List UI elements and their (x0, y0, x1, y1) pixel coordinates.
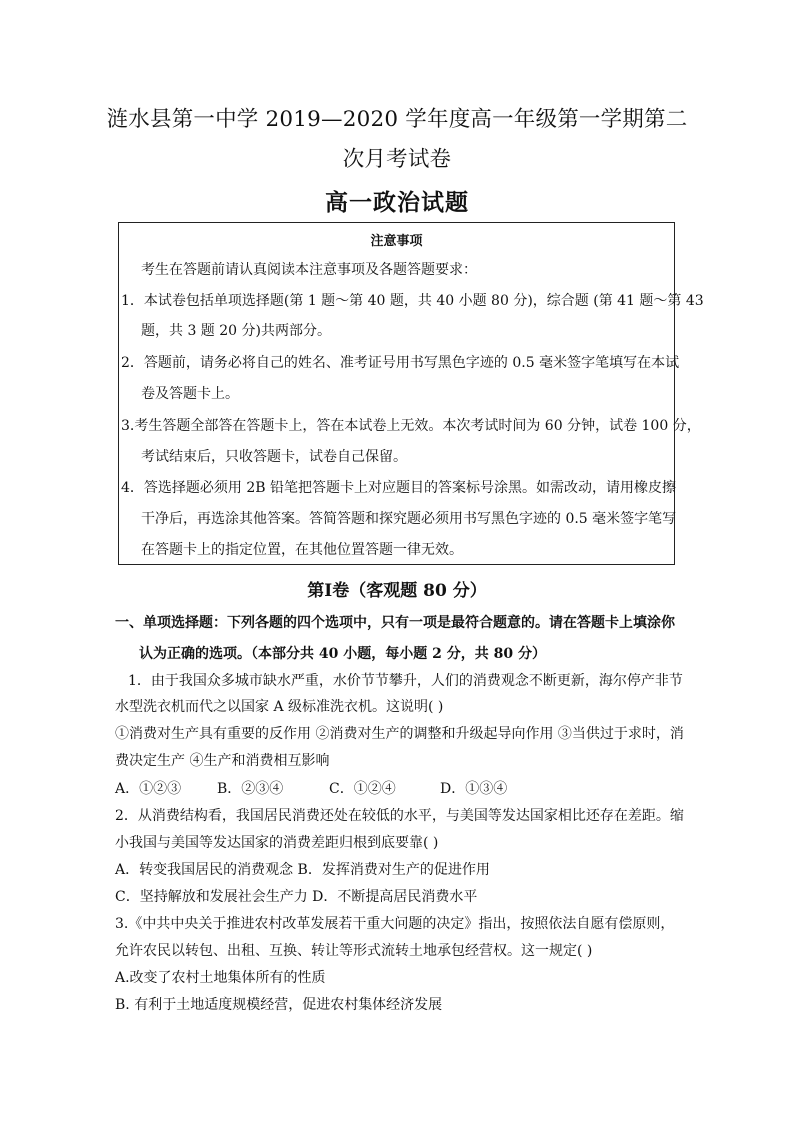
notice-line: 4．答选择题必须用 2B 铅笔把答题卡上对应题目的答案标号涂黑。如需改动，请用橡皮擦 (121, 480, 677, 496)
question-stem: 水型洗衣机而代之以国家 A 级标准洗衣机。这说明( ) (115, 699, 444, 715)
question-stem: 2．从消费结构看，我国居民消费还处在较低的水平，与美国等发达国家相比还存在差距。缩 (115, 808, 684, 824)
option-c: C．①②④ (329, 781, 396, 797)
notice-line: 2．答题前，请务必将自己的姓名、准考证号用书写黑色字迹的 0.5 毫米签字笔填写在本试 (121, 355, 680, 371)
notice-line: 干净后，再选涂其他答案。答简答题和探究题必须用书写黑色字迹的 0.5 毫米签字笔写 (141, 511, 677, 527)
option-a: A.改变了农村土地集体所有的性质 (115, 970, 326, 986)
question-stem: 小我国与美国等发达国家的消费差距归根到底要靠( ) (115, 835, 439, 851)
notice-heading: 注意事项 (370, 234, 423, 249)
option-a: A．①②③ (115, 781, 182, 797)
options-ab: A．转变我国居民的消费观念 B．发挥消费对生产的促进作用 (115, 862, 490, 878)
notice-line: 考试结束后，只收答题卡，试卷自己保留。 (141, 449, 407, 465)
subject-title: 高一政治试题 (325, 189, 469, 216)
statement-options: 费决定生产 ④生产和消费相互影响 (115, 753, 330, 769)
notice-line: 在答题卡上的指定位置，在其他位置答题一律无效。 (141, 542, 463, 558)
section-instruction: 认为正确的选项。（本部分共 40 小题，每小题 2 分，共 80 分） (139, 646, 546, 662)
option-b: B. 有利于土地适度规模经营，促进农村集体经济发展 (115, 997, 443, 1013)
question-stem: 3.《中共中央关于推进农村改革发展若干重大问题的决定》指出，按照依法自愿有偿原则， (115, 916, 675, 932)
section-instruction: 一、单项选择题：下列各题的四个选项中，只有一项是最符合题意的。请在答题卡上填涂你 (115, 615, 675, 631)
notice-line: 卷及答题卡上。 (141, 386, 239, 402)
notice-line: 考生在答题前请认真阅读本注意事项及各题答题要求： (141, 262, 477, 278)
school-title: 涟水县第一中学 2019—2020 学年度高一年级第一学期第二次月考试卷 (106, 107, 688, 172)
question-stem: 允许农民以转包、出租、互换、转让等形式流转土地承包经营权。这一规定( ) (115, 943, 593, 959)
notice-line: 3.考生答题全部答在答题卡上，答在本试卷上无效。本次考试时间为 60 分钟，试卷 100 分， (121, 418, 701, 434)
option-b: B．②③④ (217, 781, 284, 797)
notice-box (118, 222, 704, 565)
question-stem: 1．由于我国众多城市缺水严重，水价节节攀升，人们的消费观念不断更新，海尔停产非节 (128, 673, 683, 689)
option-d: D．①③④ (440, 781, 508, 797)
notice-line: 1．本试卷包括单项选择题(第 1 题～第 40 题，共 40 小题 80 分)，综合题 (第 41 题～第 43 (121, 293, 704, 309)
notice-line: 题，共 3 题 20 分)共两部分。 (141, 323, 331, 339)
section-title: 第Ⅰ卷（客观题 80 分） (307, 581, 487, 601)
options-cd: C．坚持解放和发展社会生产力 D．不断提高居民消费水平 (115, 889, 478, 905)
statement-options: ①消费对生产具有重要的反作用 ②消费对生产的调整和升级起导向作用 ③当供过于求时，消 (115, 726, 684, 742)
